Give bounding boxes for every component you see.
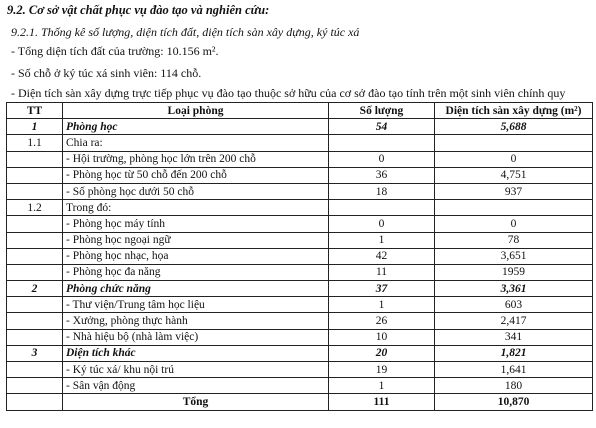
cell-floor-area: 4,751 — [435, 167, 593, 183]
cell-tt — [7, 297, 63, 313]
cell-tt — [7, 264, 63, 280]
cell-room-type: - Sân vận động — [63, 378, 329, 394]
header-floor-area: Diện tích sàn xây dựng (m²) — [435, 103, 593, 119]
cell-quantity: 37 — [329, 281, 435, 297]
table-row — [7, 362, 593, 378]
cell-floor-area: 5,688 — [435, 119, 593, 135]
table-row — [7, 200, 593, 216]
cell-room-type: - Số phòng học dưới 50 chỗ — [63, 183, 329, 199]
table-row — [7, 264, 593, 280]
table-row — [7, 119, 593, 135]
cell-room-type: Diện tích khác — [63, 345, 329, 361]
table-row — [7, 297, 593, 313]
cell-tt — [7, 394, 63, 410]
cell-floor-area: 2,417 — [435, 313, 593, 329]
cell-quantity: 0 — [329, 151, 435, 167]
cell-tt — [7, 313, 63, 329]
facilities-table — [6, 102, 593, 411]
cell-quantity: 26 — [329, 313, 435, 329]
header-tt: TT — [7, 103, 63, 119]
table-row — [7, 394, 593, 410]
cell-floor-area: 180 — [435, 378, 593, 394]
cell-room-type: - Xưởng, phòng thực hành — [63, 313, 329, 329]
cell-room-type: - Hội trường, phòng học lớn trên 200 chỗ — [63, 151, 329, 167]
cell-room-type: - Phòng học nhạc, họa — [63, 248, 329, 264]
cell-tt — [7, 362, 63, 378]
cell-tt — [7, 329, 63, 345]
cell-room-type: - Phòng học từ 50 chỗ đến 200 chỗ — [63, 167, 329, 183]
cell-floor-area — [435, 135, 593, 151]
cell-tt — [7, 378, 63, 394]
cell-floor-area: 3,361 — [435, 281, 593, 297]
cell-tt — [7, 167, 63, 183]
cell-quantity: 0 — [329, 216, 435, 232]
cell-room-type: - Ký túc xá/ khu nội trú — [63, 362, 329, 378]
cell-floor-area — [435, 200, 593, 216]
cell-quantity: 36 — [329, 167, 435, 183]
cell-quantity — [329, 135, 435, 151]
table-row — [7, 167, 593, 183]
cell-room-type: Phòng học — [63, 119, 329, 135]
cell-room-type: - Nhà hiệu bộ (nhà làm việc) — [63, 329, 329, 345]
cell-floor-area: 1,641 — [435, 362, 593, 378]
cell-quantity: 18 — [329, 183, 435, 199]
cell-quantity: 1 — [329, 378, 435, 394]
cell-tt: 1 — [7, 119, 63, 135]
cell-quantity: 1 — [329, 297, 435, 313]
cell-floor-area: 603 — [435, 297, 593, 313]
cell-floor-area: 341 — [435, 329, 593, 345]
cell-quantity: 10 — [329, 329, 435, 345]
table-row — [7, 151, 593, 167]
cell-floor-area: 0 — [435, 216, 593, 232]
cell-floor-area: 1,821 — [435, 345, 593, 361]
cell-quantity: 111 — [329, 394, 435, 410]
cell-quantity: 54 — [329, 119, 435, 135]
cell-floor-area: 3,651 — [435, 248, 593, 264]
table-row — [7, 281, 593, 297]
cell-quantity — [329, 200, 435, 216]
table-row — [7, 135, 593, 151]
dormitory-line: - Số chỗ ở ký túc xá sinh viên: 114 chỗ. — [11, 66, 202, 80]
cell-tt: 1.2 — [7, 200, 63, 216]
table-row — [7, 232, 593, 248]
cell-tt — [7, 248, 63, 264]
cell-floor-area: 937 — [435, 183, 593, 199]
cell-room-type: Chia ra: — [63, 135, 329, 151]
cell-quantity: 42 — [329, 248, 435, 264]
cell-tt — [7, 183, 63, 199]
cell-tt — [7, 216, 63, 232]
subsection-heading: 9.2.1. Thống kê số lượng, diện tích đất, diện tích sàn xây dựng, ký túc xá — [11, 25, 360, 39]
header-quantity: Số lượng — [329, 103, 435, 119]
cell-floor-area: 1959 — [435, 264, 593, 280]
section-heading: 9.2. Cơ sở vật chất phục vụ đào tạo và nghiên cứu: — [7, 3, 270, 17]
table-row — [7, 329, 593, 345]
land-area-line: - Tổng diện tích đất của trường: 10.156 m². — [11, 44, 219, 58]
table-row — [7, 216, 593, 232]
cell-room-type: - Thư viện/Trung tâm học liệu — [63, 297, 329, 313]
cell-tt: 2 — [7, 281, 63, 297]
cell-room-type: - Phòng học ngoại ngữ — [63, 232, 329, 248]
table-row — [7, 183, 593, 199]
cell-quantity: 19 — [329, 362, 435, 378]
table-row — [7, 345, 593, 361]
cell-quantity: 11 — [329, 264, 435, 280]
floor-area-line: - Diện tích sàn xây dựng trực tiếp phục vụ đào tạo thuộc sở hữu của cơ sở đào tạo tính trên một sinh viên chính quy — [11, 86, 566, 100]
cell-room-type: - Phòng học đa năng — [63, 264, 329, 280]
table-row — [7, 248, 593, 264]
cell-tt: 3 — [7, 345, 63, 361]
cell-tt: 1.1 — [7, 135, 63, 151]
cell-room-type: - Phòng học máy tính — [63, 216, 329, 232]
table-row — [7, 313, 593, 329]
cell-quantity: 20 — [329, 345, 435, 361]
cell-room-type: Trong đó: — [63, 200, 329, 216]
table-body — [7, 119, 593, 410]
cell-room-type: Phòng chức năng — [63, 281, 329, 297]
cell-tt — [7, 151, 63, 167]
cell-floor-area: 0 — [435, 151, 593, 167]
cell-tt — [7, 232, 63, 248]
table-row — [7, 378, 593, 394]
cell-quantity: 1 — [329, 232, 435, 248]
header-room-type: Loại phòng — [63, 103, 329, 119]
cell-floor-area: 10,870 — [435, 394, 593, 410]
cell-floor-area: 78 — [435, 232, 593, 248]
cell-room-type: Tổng — [63, 394, 329, 410]
table-header-row — [7, 103, 593, 119]
